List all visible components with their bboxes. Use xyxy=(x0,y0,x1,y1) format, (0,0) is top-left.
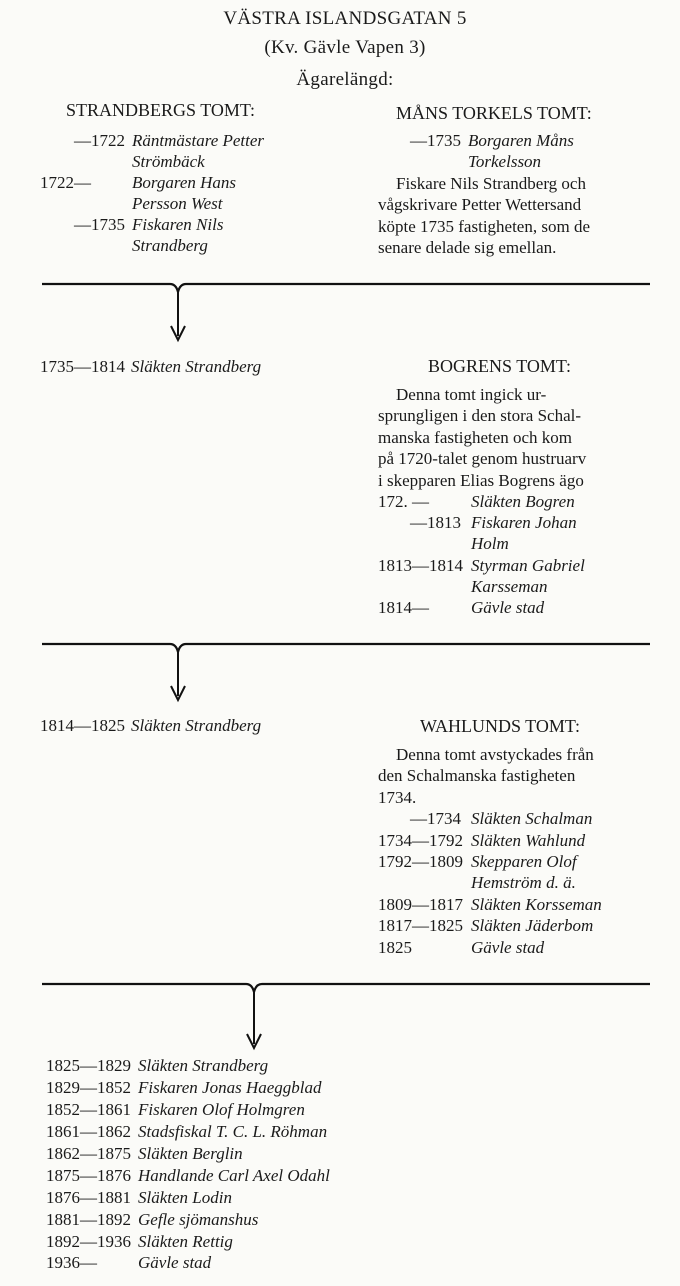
wahlunds-row xyxy=(378,830,658,852)
paragraph-line: Denna tomt avstyckades från xyxy=(396,745,594,764)
year: 1852—1861 xyxy=(46,1100,131,1119)
mans-title: MÅNS TORKELS TOMT: xyxy=(396,103,592,123)
owner: Skepparen Olof xyxy=(471,852,577,871)
document-subtitle: (Kv. Gävle Vapen 3) xyxy=(264,37,426,58)
owner: Släkten Strandberg xyxy=(138,1056,269,1075)
brace-merge-3 xyxy=(0,978,680,1058)
paragraph-line: vågskrivare Petter Wettersand xyxy=(378,195,582,215)
owner: Släkten Jäderbom xyxy=(471,916,594,935)
year: 1825 xyxy=(378,938,412,957)
bogrens-row xyxy=(378,512,658,556)
owner: Räntmästare Petter xyxy=(132,131,265,150)
year: 1814—1825 xyxy=(40,716,125,735)
year: 1825—1829 xyxy=(46,1056,131,1075)
final-row xyxy=(46,1231,446,1253)
year: 1817—1825 xyxy=(378,916,463,935)
wahlunds-row xyxy=(378,915,658,937)
mans-paragraph xyxy=(378,173,652,259)
paragraph-line: manska fastigheten och kom xyxy=(378,427,573,447)
strandbergs-row xyxy=(40,172,290,216)
year: 1892—1936 xyxy=(46,1232,131,1251)
year: 1936— xyxy=(46,1253,97,1272)
document-title: VÄSTRA ISLANDSGATAN 5 xyxy=(223,8,467,29)
year: —1735 xyxy=(74,215,125,234)
wahlunds-row xyxy=(378,894,658,916)
year: 1722— xyxy=(40,173,91,192)
year: —1735 xyxy=(410,131,461,150)
owner: Släkten Wahlund xyxy=(471,831,586,850)
year: —1722 xyxy=(74,131,125,150)
owner: Gävle stad xyxy=(138,1253,212,1272)
year: 1829—1852 xyxy=(46,1078,131,1097)
bogrens-row xyxy=(378,597,658,619)
year: 1861—1862 xyxy=(46,1122,131,1141)
final-row xyxy=(46,1252,446,1274)
owner: Fiskaren Nils xyxy=(132,215,224,234)
final-row xyxy=(46,1099,446,1121)
owner: Fiskaren Olof Holmgren xyxy=(138,1100,305,1119)
owner-cont: Hemström d. ä. xyxy=(471,873,576,892)
owner-cont: Torkelsson xyxy=(468,152,542,171)
owner-cont: Strandberg xyxy=(132,236,208,255)
paragraph-line: sprungligen i den stora Schal- xyxy=(378,406,582,426)
strandbergs-row xyxy=(40,214,290,258)
year: 1876—1881 xyxy=(46,1188,131,1207)
year: 1734—1792 xyxy=(378,831,463,850)
wahlunds-row xyxy=(378,937,658,959)
owner: Släkten Rettig xyxy=(138,1232,233,1251)
wahlunds-row xyxy=(378,808,658,830)
owner: Gefle sjömanshus xyxy=(138,1210,259,1229)
bogrens-title: BOGRENS TOMT: xyxy=(428,356,571,376)
paragraph-line: på 1720-talet genom hustruarv xyxy=(378,449,587,469)
owner-cont: Holm xyxy=(471,534,509,553)
year: 1792—1809 xyxy=(378,852,463,871)
owner: Fiskaren Johan xyxy=(471,513,577,532)
owner: Borgaren Måns xyxy=(468,131,574,150)
year: 1875—1876 xyxy=(46,1166,131,1185)
wahlunds-row xyxy=(378,851,658,895)
paragraph-line: köpte 1735 fastigheten, som de xyxy=(378,216,590,236)
owner-cont: Persson West xyxy=(132,194,223,213)
owner: Släkten Strandberg xyxy=(131,357,262,376)
owner: Släkten Bogren xyxy=(471,492,575,511)
strandbergs-title: STRANDBERGS TOMT: xyxy=(66,100,255,120)
year: 1735—1814 xyxy=(40,357,125,376)
owner: Släkten Strandberg xyxy=(131,716,262,735)
final-row xyxy=(46,1121,446,1143)
section-heading: Ägarelängd: xyxy=(296,69,394,90)
final-row xyxy=(46,1209,446,1231)
bogrens-row xyxy=(378,555,658,599)
owner: Fiskaren Jonas Haeggblad xyxy=(138,1078,322,1097)
merge2-row xyxy=(40,715,340,737)
owner: Släkten Berglin xyxy=(138,1144,243,1163)
paragraph-line: den Schalmanska fastigheten xyxy=(378,766,576,786)
year: 172. — xyxy=(378,492,429,511)
final-row xyxy=(46,1165,446,1187)
final-row xyxy=(46,1143,446,1165)
owner-cont: Karsseman xyxy=(471,577,548,596)
owner: Gävle stad xyxy=(471,598,545,617)
year: 1813—1814 xyxy=(378,556,463,575)
owner: Släkten Lodin xyxy=(138,1188,232,1207)
strandbergs-row xyxy=(40,130,290,174)
owner: Släkten Schalman xyxy=(471,809,593,828)
year: 1881—1892 xyxy=(46,1210,131,1229)
year: 1814— xyxy=(378,598,429,617)
paragraph-line: Fiskare Nils Strandberg och xyxy=(396,174,586,193)
paragraph-line: 1734. xyxy=(378,787,417,807)
year: 1862—1875 xyxy=(46,1144,131,1163)
owner: Stadsfiskal T. C. L. Röhman xyxy=(138,1122,328,1141)
owner: Släkten Korsseman xyxy=(471,895,602,914)
wahlunds-title: WAHLUNDS TOMT: xyxy=(420,716,580,736)
year: —1734 xyxy=(410,809,461,828)
final-row xyxy=(46,1187,446,1209)
paragraph-line: senare delade sig emellan. xyxy=(378,238,557,258)
year: 1809—1817 xyxy=(378,895,463,914)
brace-merge-2 xyxy=(0,638,680,708)
year: —1813 xyxy=(410,513,461,532)
wahlunds-paragraph xyxy=(378,744,652,808)
bogrens-paragraph xyxy=(378,384,652,491)
bogrens-row xyxy=(378,491,658,513)
paragraph-line: i skepparen Elias Bogrens ägo xyxy=(378,470,584,490)
owner: Gävle stad xyxy=(471,938,545,957)
owner: Styrman Gabriel xyxy=(471,556,585,575)
owner: Handlande Carl Axel Odahl xyxy=(138,1166,330,1185)
owner-cont: Strömbäck xyxy=(132,152,205,171)
final-row xyxy=(46,1055,446,1077)
mans-row xyxy=(380,130,660,174)
merge1-row xyxy=(40,356,340,378)
final-row xyxy=(46,1077,446,1099)
brace-merge-1 xyxy=(0,278,680,348)
owner: Borgaren Hans xyxy=(132,173,237,192)
paragraph-line: Denna tomt ingick ur- xyxy=(396,385,547,404)
